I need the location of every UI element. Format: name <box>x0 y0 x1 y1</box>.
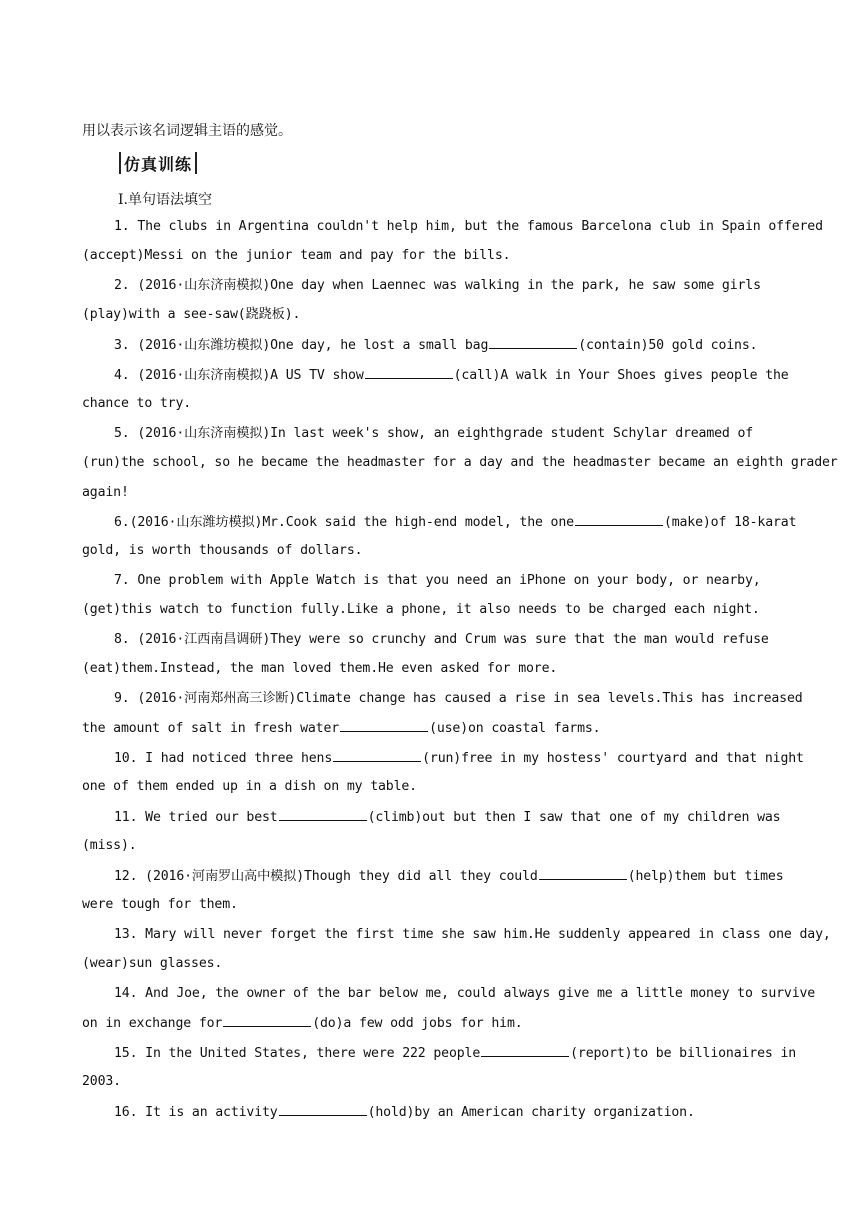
question-6-line-2: gold, is worth thousands of dollars. <box>82 543 363 558</box>
question-14-line-1: 14. And Joe, the owner of the bar below me, could always give me a little money to survive <box>114 986 816 1001</box>
question-11-line-1: 11. We tried our best (climb)out but then I saw that one of my children was <box>114 810 781 825</box>
question-10-line-1: 10. I had noticed three hens (run)free in my hostess' courtyard and that night <box>114 751 804 766</box>
question-4-line-1: 4. (2016·山东济南模拟)A US TV show (call)A walk in Your Shoes gives people the <box>114 368 789 383</box>
question-7-line-2: (get)this watch to function fully.Like a phone, it also needs to be charged each night. <box>82 602 760 617</box>
answer-blank[interactable] <box>489 336 577 349</box>
question-8-line-1: 8. (2016·江西南昌调研)They were so crunchy and Crum was sure that the man would refuse <box>114 632 769 647</box>
question-15-line-2: 2003. <box>82 1074 121 1089</box>
question-9-line-2: the amount of salt in fresh water (use)on coastal farms. <box>82 721 601 736</box>
title-bar-right <box>195 152 197 174</box>
question-13-line-2: (wear)sun glasses. <box>82 956 223 971</box>
answer-blank[interactable] <box>365 366 453 379</box>
question-2-line-2: (play)with a see-saw(跷跷板). <box>82 307 301 322</box>
answer-blank[interactable] <box>333 749 421 762</box>
question-14-line-2: on in exchange for (do)a few odd jobs for him. <box>82 1016 523 1031</box>
question-1-line-2: (accept)Messi on the junior team and pay for the bills. <box>82 248 511 263</box>
question-12-line-2: were tough for them. <box>82 897 238 912</box>
question-12-line-1: 12. (2016·河南罗山高中模拟)Though they did all they could (help)them but times <box>114 869 784 884</box>
question-5-line-3: again! <box>82 485 129 500</box>
answer-blank[interactable] <box>279 1103 367 1116</box>
question-5-line-1: 5. (2016·山东济南模拟)In last week's show, an eighthgrade student Schylar dreamed of <box>114 426 754 441</box>
answer-blank[interactable] <box>279 808 367 821</box>
question-9-line-1: 9. (2016·河南郑州高三诊断)Climate change has caused a rise in sea levels.This has increased <box>114 691 803 706</box>
question-10-line-2: one of them ended up in a dish on my table. <box>82 779 417 794</box>
question-8-line-2: (eat)them.Instead, the man loved them.He even asked for more. <box>82 661 558 676</box>
intro-tail-text: 用以表示该名词逻辑主语的感觉。 <box>82 123 292 139</box>
answer-blank[interactable] <box>575 513 663 526</box>
question-5-line-2: (run)the school, so he became the headmaster for a day and the headmaster became an eighth grader <box>82 455 838 470</box>
answer-blank[interactable] <box>481 1044 569 1057</box>
question-3-line-1: 3. (2016·山东潍坊模拟)One day, he lost a small bag (contain)50 gold coins. <box>114 338 758 353</box>
question-11-line-2: (miss). <box>82 838 137 853</box>
section-title <box>116 150 200 176</box>
answer-blank[interactable] <box>223 1014 311 1027</box>
answer-blank[interactable] <box>340 719 428 732</box>
question-1-line-1: 1. The clubs in Argentina couldn't help him, but the famous Barcelona club in Spain offered <box>114 219 823 234</box>
answer-blank[interactable] <box>539 867 627 880</box>
question-2-line-1: 2. (2016·山东济南模拟)One day when Laennec was walking in the park, he saw some girls <box>114 278 761 293</box>
question-6-line-1: 6.(2016·山东潍坊模拟)Mr.Cook said the high-end model, the one (make)of 18-karat <box>114 515 797 530</box>
subheading: Ⅰ.单句语法填空 <box>118 192 212 208</box>
question-15-line-1: 15. In the United States, there were 222 people (report)to be billionaires in <box>114 1046 797 1061</box>
question-16-line-1: 16. It is an activity (hold)by an American charity organization. <box>114 1105 695 1120</box>
question-4-line-2: chance to try. <box>82 396 192 411</box>
question-13-line-1: 13. Mary will never forget the first time she saw him.He suddenly appeared in class one day, <box>114 927 831 942</box>
title-bar-left <box>119 152 121 174</box>
section-title-text: 仿真训练 <box>124 154 193 174</box>
question-7-line-1: 7. One problem with Apple Watch is that you need an iPhone on your body, or nearby, <box>114 573 761 588</box>
